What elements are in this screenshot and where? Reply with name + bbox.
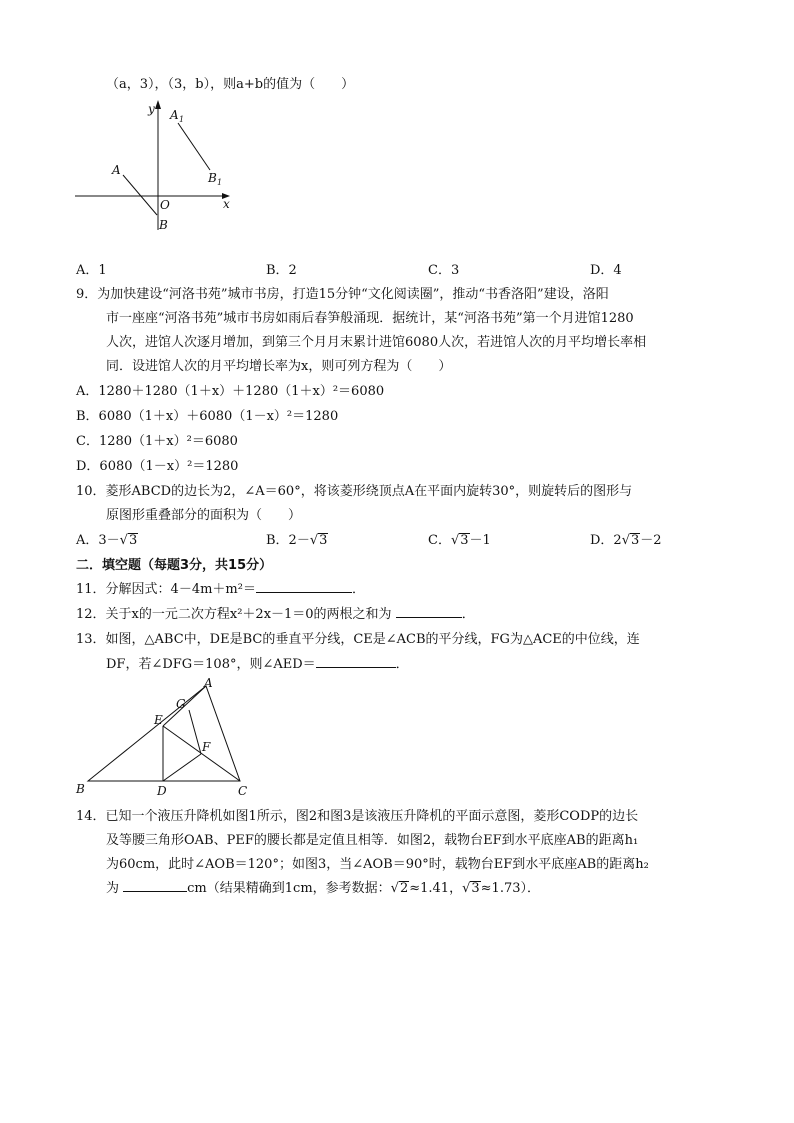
q9-option-c[interactable]: C．1280（1＋x）²＝6080 — [76, 434, 238, 449]
q11-end: ． — [351, 582, 365, 597]
q10-option-a-radicand: 3 — [128, 533, 138, 548]
q10-option-a-prefix: A．3－ — [76, 533, 120, 548]
q10-option-c-radicand: 3 — [460, 533, 469, 548]
label-C: C — [238, 784, 248, 798]
q8-stem: （a，3），（3，b），则a+b的值为（ ） — [106, 77, 355, 92]
q9-line-1: 9．为加快建设“河洛书苑”城市书房，打造15分钟“文化阅读圈”，推动“书香洛阳”建设，洛阳 — [76, 287, 609, 302]
q14-line-4-prefix: 为 — [106, 881, 120, 896]
label-A: A — [204, 677, 213, 690]
q10-option-d[interactable] — [590, 529, 662, 553]
q10-option-a[interactable] — [76, 529, 138, 553]
q14-answer-blank[interactable] — [123, 877, 187, 892]
q10-option-c-prefix: C． — [428, 533, 451, 548]
sqrt-symbol: √3 — [309, 533, 328, 548]
q13-line-2-text: DF，若∠DFG＝108°，则∠AED＝ — [106, 657, 316, 672]
q14-ref2-radicand: 3 — [471, 881, 480, 896]
label-B1: B — [208, 171, 217, 185]
label-F: F — [202, 740, 211, 754]
label-x: x — [223, 197, 230, 211]
y-axis-arrow — [155, 100, 161, 109]
q14-ref2-value: ≈1.73）． — [480, 881, 540, 896]
q14-line-3: 为60cm，此时∠AOB＝120°；如图3，当∠AOB＝90°时，载物台EF到水平底座AB的距离h₂ — [106, 857, 649, 872]
sqrt-symbol: √2 — [390, 881, 409, 896]
triangle-ABC — [88, 686, 240, 781]
label-A1-sub: 1 — [179, 115, 185, 124]
segment-FG — [189, 710, 201, 754]
label-G: G — [176, 697, 186, 711]
label-A1: A — [170, 108, 179, 122]
q10-option-b-radicand: 3 — [319, 533, 328, 548]
label-D: D — [157, 784, 167, 798]
q10-option-c-suffix: －1 — [469, 533, 491, 548]
segment-DF — [163, 754, 201, 781]
section-2-title: 二．填空题（每题3分，共15分） — [76, 558, 273, 573]
q9-line-4: 同．设进馆人次的月平均增长率为x，则可列方程为（ ） — [106, 359, 452, 374]
q13-line-1: 13．如图，△ABC中，DE是BC的垂直平分线，CE是∠ACB的平分线，FG为△ACE的中位线，连 — [76, 632, 640, 647]
q10-option-d-prefix: D．2 — [590, 533, 622, 548]
q10-option-d-suffix: －2 — [640, 533, 662, 548]
label-y: y — [148, 102, 155, 116]
q8-option-c[interactable]: C．3 — [428, 263, 460, 278]
q9-option-d[interactable]: D．6080（1－x）²＝1280 — [76, 459, 239, 474]
q9-option-a[interactable]: A．1280＋1280（1＋x）＋1280（1＋x）²＝6080 — [76, 384, 385, 399]
label-B1-sub: 1 — [217, 178, 223, 187]
label-E: E — [154, 713, 163, 727]
q13-line-2 — [106, 653, 409, 677]
q13-answer-blank[interactable] — [316, 653, 396, 668]
q14-line-2: 及等腰三角形OAB、PEF的腰长都是定值且相等．如图2，载物台EF到水平底座AB的距离h₁ — [106, 833, 639, 848]
q9-option-b[interactable]: B．6080（1＋x）＋6080（1－x）²＝1280 — [76, 409, 339, 424]
sqrt-symbol: √3 — [450, 533, 469, 548]
q12-end: ． — [461, 607, 475, 622]
q14-line-4-suffix: cm（结果精确到1cm，参考数据： — [187, 881, 391, 896]
q10-option-d-radicand: 3 — [631, 533, 640, 548]
q8-option-d[interactable]: D．4 — [590, 263, 622, 278]
q9-line-3: 人次，进馆人次逐月增加，到第三个月月末累计进馆6080人次，若进馆人次的月平均增长率相 — [106, 335, 647, 350]
q12-text: 12．关于x的一元二次方程x²＋2x－1＝0的两根之和为 — [76, 607, 392, 622]
q14-line-1: 14．已知一个液压升降机如图1所示，图2和图3是该液压升降机的平面示意图，菱形CODP的边长 — [76, 809, 639, 824]
q11-text: 11．分解因式：4－4m＋m²＝ — [76, 582, 256, 597]
q8-coordinate-figure — [70, 95, 240, 240]
q12-answer-blank[interactable] — [396, 603, 462, 618]
segment-AB — [123, 175, 157, 215]
segment-A1B1 — [178, 123, 210, 170]
sqrt-symbol: √3 — [462, 881, 480, 896]
q8-option-a[interactable]: A．1 — [76, 263, 107, 278]
label-B: B — [76, 782, 85, 796]
sqrt-symbol: √3 — [119, 533, 138, 548]
q10-line-1: 10．菱形ABCD的边长为2，∠A＝60°，将该菱形绕顶点A在平面内旋转30°，则旋转后的图形与 — [76, 484, 633, 499]
q13-end: ． — [395, 657, 409, 672]
sqrt-symbol: √3 — [621, 533, 640, 548]
label-B: B — [159, 218, 168, 232]
q13-triangle-figure — [70, 677, 260, 799]
q10-option-b[interactable] — [266, 529, 328, 553]
q10-option-b-prefix: B．2－ — [266, 533, 310, 548]
q14-ref1-radicand: 2 — [399, 881, 409, 896]
q11-answer-blank[interactable] — [256, 578, 352, 593]
q14-line-4 — [106, 877, 540, 901]
q8-option-b[interactable]: B．2 — [266, 263, 297, 278]
q12 — [76, 603, 475, 627]
label-A: A — [112, 163, 121, 177]
label-O: O — [160, 198, 170, 212]
q10-line-2: 原图形重叠部分的面积为（ ） — [106, 508, 302, 523]
q11 — [76, 578, 365, 602]
q9-line-2: 市一座座“河洛书苑”城市书房如雨后春笋般涌现．据统计，某“河洛书苑”第一个月进馆1280 — [106, 311, 634, 326]
q14-ref1-value: ≈1.41， — [409, 881, 463, 896]
q10-option-c[interactable] — [428, 529, 491, 553]
